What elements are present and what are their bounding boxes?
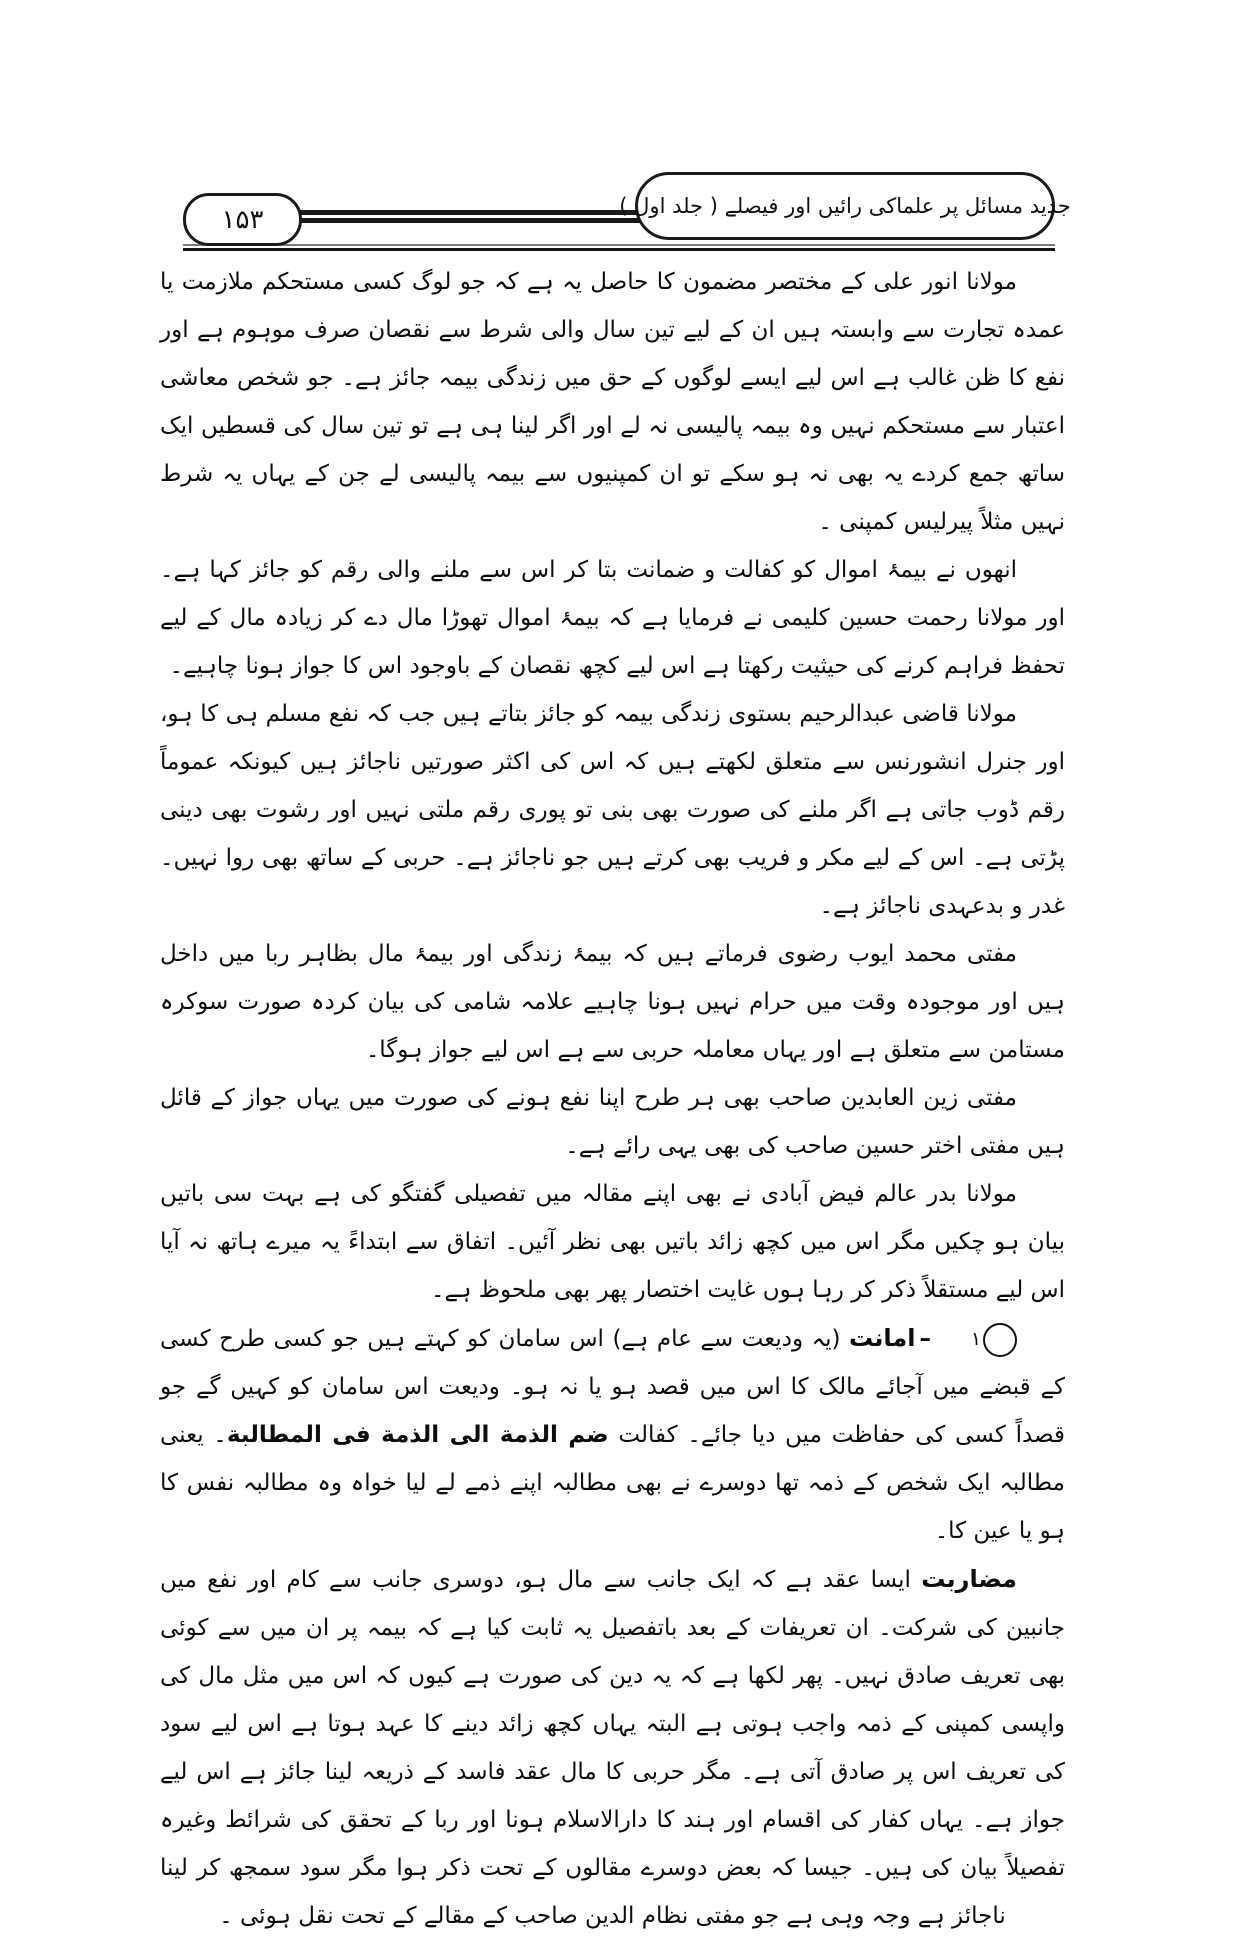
paragraph-muzarabat (160, 1555, 1065, 1940)
item-number: ۱ (970, 1328, 982, 1350)
paragraph-qazi-abdul-rahim: مولانا قاضی عبدالرحیم بستوی زندگی بیمہ کو جائز بتاتے ہیں جب کہ نفع مسلم ہی کا ہو، اور جنرل انشورنس سے متعلق لکھتے ہیں کہ اس کی اکثر صورتیں ناجائز ہیں کیونکہ عموماً رقم ڈوب جاتی ہے اگر ملنے کی صورت بھی بنی تو پوری رقم ملتی نہیں اور رشوت بھی دینی پڑتی ہے۔ اس کے لیے مکر و فریب بھی کرتے ہیں جو ناجائز ہے۔ حربی کے ساتھ بھی روا نہیں۔ غدر و بدعہدی ناجائز ہے۔ (160, 701, 1065, 919)
item-number-circle (970, 1323, 1017, 1357)
amanat-text-before: (یہ ودیعت سے عام ہے) اس سامان کو کہتے ہیں جو کسی طرح کسی کے قبضے میں آجائے مالک کا اس میں قصد ہو یا نہ ہو۔ ودیعت اس سامان کو کہیں گے جو قصداً کسی کی حفاظت میں دیا جائے۔ کفالت (160, 1326, 1065, 1448)
amanat-text-after: ۔ یعنی مطالبہ ایک شخص کے ذمہ تھا دوسرے نے بھی مطالبہ اپنے ذمے لے لیا خواہ وہ مطالبہ نفس کا ہو یا عین کا۔ (160, 1422, 1065, 1544)
term-muzarabat: مضاربت (921, 1565, 1017, 1593)
book-title: جدید مسائل پر علماکی رائیں اور فیصلے ( جلد اول ) (619, 194, 1071, 218)
paragraph-zain-ul-abidin: مفتی زین العابدین صاحب بھی ہر طرح اپنا نفع ہونے کی صورت میں یہاں جواز کے قائل ہیں مفتی اختر حسین صاحب کی بھی یہی رائے ہے۔ (160, 1085, 1065, 1159)
page-body (160, 258, 1065, 1940)
page-number-badge (183, 193, 302, 246)
dash-separator: – (919, 1326, 931, 1352)
page-header (140, 170, 1105, 256)
book-title-badge (619, 172, 1071, 240)
paragraph-bima-amwal: انھوں نے بیمۂ اموال کو کفالت و ضمانت بتا کر اس سے ملنے والی رقم کو جائز کہا ہے۔ اور مولانا رحمت حسین کلیمی نے فرمایا ہے کہ بیمۂ اموال تھوڑا مال دے کر زیادہ مال کے لیے تحفظ فراہم کرنے کی حیثیت رکھتا ہے اس لیے کچھ نقصان کے باوجود اس کا جواز ہونا چاہیے۔ (160, 557, 1065, 679)
paragraph-anwar-ali: مولانا انور علی کے مختصر مضمون کا حاصل یہ ہے کہ جو لوگ کسی مستحکم ملازمت یا عمدہ تجارت سے وابستہ ہیں ان کے لیے تین سال والی شرط سے نقصان صرف موہوم ہے اور نفع کا ظن غالب ہے اس لیے ایسے لوگوں کے حق میں زندگی بیمہ جائز ہے۔ جو شخص معاشی اعتبار سے مستحکم نہیں وہ بیمہ پالیسی نہ لے اور اگر لینا ہی ہے تو تین سال کی قسطیں ایک ساتھ جمع کردے یہ بھی نہ ہو سکے تو ان کمپنیوں سے بیمہ پالیسی لے جن کے یہاں یہ شرط نہیں مثلاً پیرلیس کمپنی ۔ (160, 269, 1065, 535)
paragraph-mufti-ayub-rizvi: مفتی محمد ایوب رضوی فرماتے ہیں کہ بیمۂ زندگی اور بیمۂ مال بظاہر ربا میں داخل ہیں اور موجودہ وقت میں حرام نہیں ہونا چاہیے علامہ شامی کی بیان کردہ صورت سوکرہ مستامن سے متعلق ہے اور یہاں معاملہ حربی سے ہے اس لیے جواز ہوگا۔ (160, 941, 1065, 1063)
page-number: ۱۵۳ (221, 204, 264, 235)
muzarabat-text: ایسا عقد ہے کہ ایک جانب سے مال ہو، دوسری جانب سے کام اور نفع میں جانبین کی شرکت۔ ان تعریفات کے بعد باتفصیل یہ ثابت کیا ہے کہ بیمہ پر ان میں سے کوئی بھی تعریف صادق نہیں۔ پھر لکھا ہے کہ یہ دین کی صورت ہے کیوں کہ اس میں مثل مال کی واپسی کمپنی کے ذمہ واجب ہوتی ہے البتہ یہاں کچھ زائد دینے کا عہد ہوتا ہے اس لیے سود کی تعریف اس پر صادق آتی ہے۔ مگر حربی کا مال عقد فاسد کے ذریعہ لینا جائز ہے اس لیے جواز ہے۔ یہاں کفار کی اقسام اور ہند کا دارالاسلام ہونا اور ربا کے تحقق کی شرائط وغیرہ تفصیلاً بیان کی ہیں۔ جیسا کہ بعض دوسرے مقالوں کے تحت ذکر ہوا مگر سود سمجھ کر لینا ناجائز ہے وجہ وہی ہے جو مفتی نظام الدین صاحب کے مقالے کے تحت نقل ہوئی ۔ (160, 1567, 1065, 1929)
header-separator (183, 244, 1055, 251)
term-amanat: امانت (848, 1324, 916, 1352)
arabic-kafalat-definition: ضم الذمة الی الذمة فی المطالبة (226, 1422, 609, 1448)
paragraph-amanat (160, 1314, 1065, 1555)
paragraph-badr-e-alam: مولانا بدر عالم فیض آبادی نے بھی اپنے مقالہ میں تفصیلی گفتگو کی ہے بہت سی باتیں بیان ہو چکیں مگر اس میں کچھ زائد باتیں بھی نظر آئیں۔ اتفاق سے ابتداءً یہ میرے ہاتھ نہ آیا اس لیے مستقلاً ذکر کر رہا ہوں غایت اختصار پھر بھی ملحوظ ہے۔ (160, 1181, 1065, 1303)
